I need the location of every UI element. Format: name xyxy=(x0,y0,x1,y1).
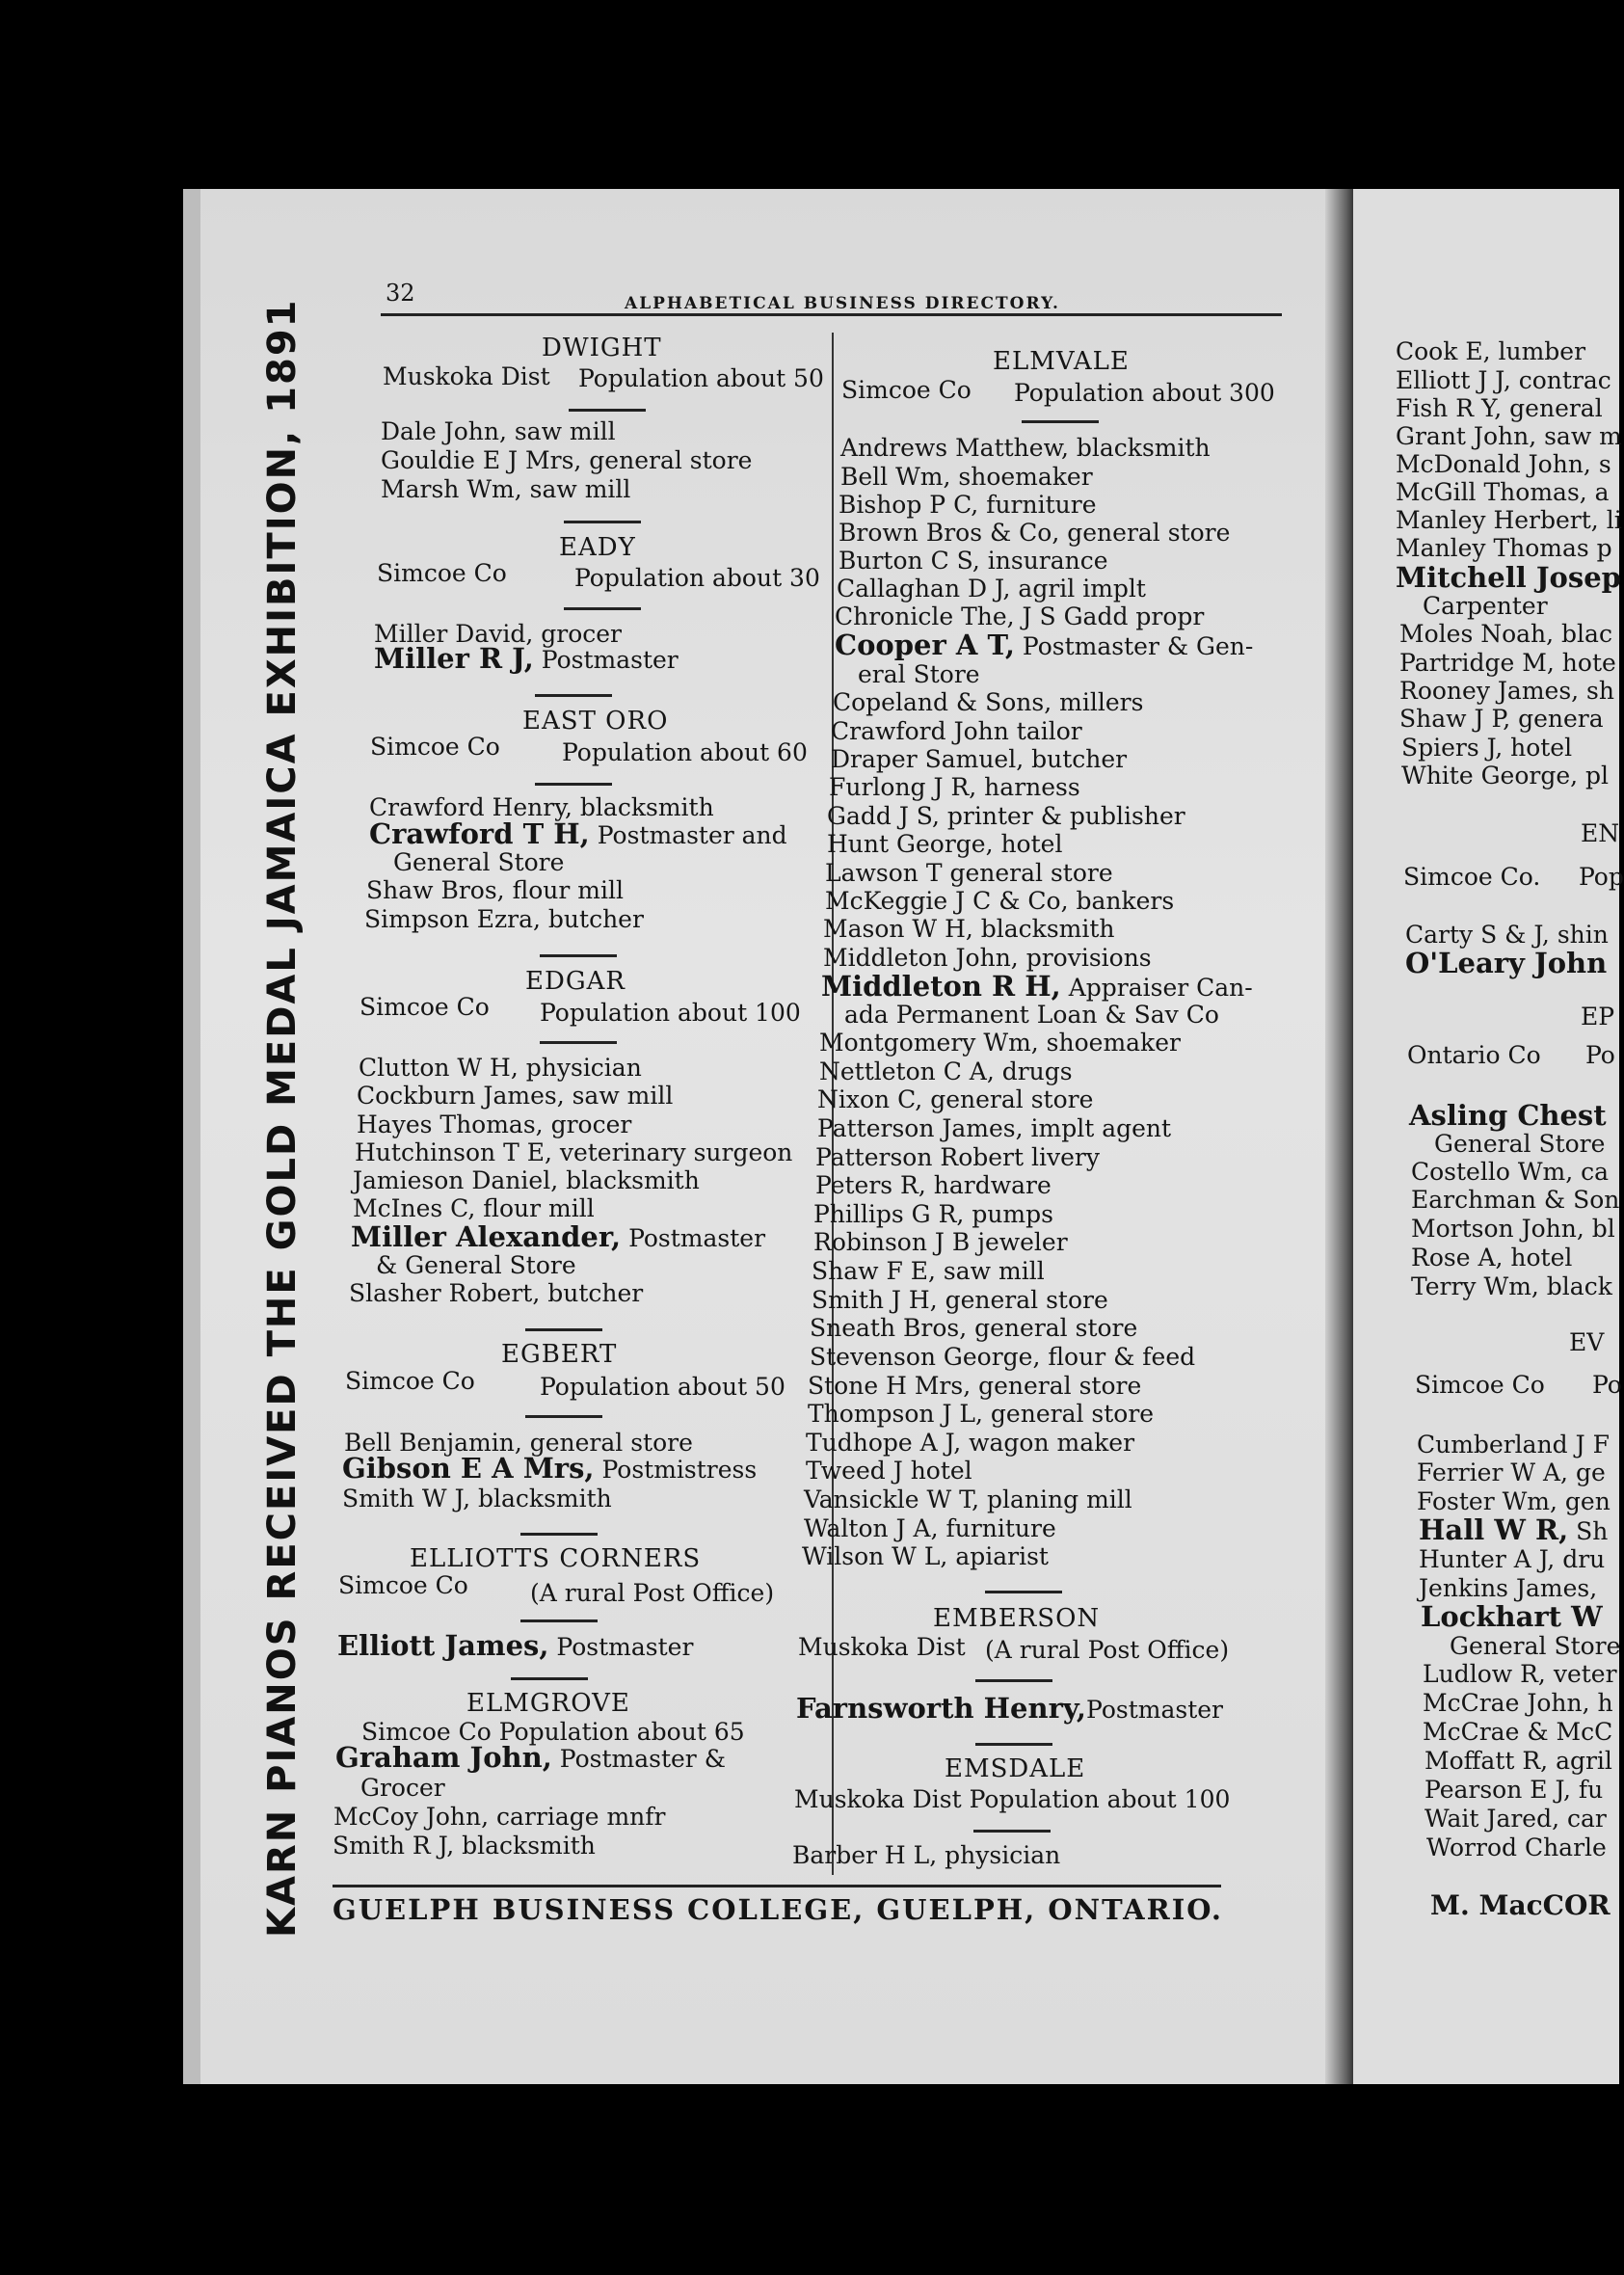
role: Postmaster xyxy=(556,1633,694,1661)
separator xyxy=(540,954,617,957)
list-item-continued: Grocer xyxy=(360,1774,445,1802)
population: Po xyxy=(1585,1041,1615,1069)
list-item: Partridge M, hote xyxy=(1399,649,1616,677)
list-item: Andrews Matthew, blacksmith xyxy=(840,434,1211,462)
list-item: Hayes Thomas, grocer xyxy=(357,1111,632,1138)
population: Population about 65 xyxy=(498,1718,745,1746)
separator xyxy=(525,1328,602,1331)
footer-rule xyxy=(333,1885,1221,1887)
footer-advertisement: M. MacCOR xyxy=(1430,1889,1611,1921)
list-item: Gadd J S, printer & publisher xyxy=(827,802,1185,830)
role: Postmaster & Gen- xyxy=(1022,632,1254,660)
separator xyxy=(511,1677,588,1680)
role: Postmaster & xyxy=(559,1745,726,1773)
list-item: Copeland & Sons, millers xyxy=(833,688,1144,716)
list-item: Marsh Wm, saw mill xyxy=(381,475,631,503)
separator xyxy=(525,1415,602,1418)
list-item: McCoy John, carriage mnfr xyxy=(333,1803,666,1831)
list-item: Moffatt R, agril xyxy=(1424,1747,1612,1775)
list-item: Gouldie E J Mrs, general store xyxy=(381,446,753,474)
town-name: ELMGROVE xyxy=(466,1689,630,1718)
list-item: Clutton W H, physician xyxy=(359,1054,642,1082)
town-name: EP xyxy=(1581,1003,1615,1030)
town-name: ELMVALE xyxy=(993,347,1130,376)
town-name: EGBERT xyxy=(501,1340,618,1369)
list-item: Smith R J, blacksmith xyxy=(333,1832,596,1860)
list-item-continued: General Store xyxy=(1450,1632,1621,1660)
bold-name: Hall W R, xyxy=(1419,1513,1569,1546)
list-item xyxy=(1405,947,1607,979)
list-item: Cockburn James, saw mill xyxy=(357,1082,674,1110)
town-name: EMBERSON xyxy=(933,1604,1101,1633)
role: Postmistress xyxy=(601,1456,758,1484)
list-item: Phillips G R, pumps xyxy=(813,1200,1053,1228)
list-item: Moles Noah, blac xyxy=(1399,620,1612,648)
list-item: Jenkins James, xyxy=(1419,1574,1598,1602)
bold-name: Miller Alexander, xyxy=(351,1220,622,1253)
town-name: EDGAR xyxy=(525,967,626,996)
list-item xyxy=(1396,561,1621,594)
list-item: Mason W H, blacksmith xyxy=(823,915,1115,943)
list-item: Callaghan D J, agril implt xyxy=(837,575,1146,602)
list-item: Nettleton C A, drugs xyxy=(819,1057,1073,1085)
list-item: Cook E, lumber xyxy=(1396,337,1586,365)
list-item xyxy=(342,1454,757,1485)
role: Postmaster xyxy=(1086,1696,1223,1724)
header-rule xyxy=(381,313,1282,316)
population: Population about 50 xyxy=(540,1373,785,1401)
list-item: Patterson James, implt agent xyxy=(817,1114,1172,1142)
list-item: Smith W J, blacksmith xyxy=(342,1485,612,1512)
list-item xyxy=(835,630,1253,661)
population: Population about 100 xyxy=(969,1785,1231,1813)
list-item: Stone H Mrs, general store xyxy=(808,1372,1142,1400)
list-item: Dale John, saw mill xyxy=(381,417,616,445)
list-item: Shaw Bros, flour mill xyxy=(366,876,624,904)
list-item: Carty S & J, shin xyxy=(1405,921,1609,949)
separator xyxy=(985,1591,1062,1593)
list-item: Costello Wm, ca xyxy=(1411,1158,1610,1186)
separator xyxy=(1022,420,1099,423)
list-item: Shaw F E, saw mill xyxy=(812,1257,1045,1285)
list-item: Wilson W L, apiarist xyxy=(802,1542,1049,1570)
list-item: Thompson J L, general store xyxy=(808,1400,1155,1428)
county: Muskoka Dist xyxy=(798,1633,966,1661)
list-item: Earchman & Son xyxy=(1411,1186,1620,1214)
list-item xyxy=(335,1743,726,1774)
list-item: McCrae John, h xyxy=(1423,1689,1613,1717)
bold-name: O'Leary John xyxy=(1405,947,1608,979)
list-item: Vansickle W T, planing mill xyxy=(804,1485,1132,1513)
town-name: EV xyxy=(1569,1328,1605,1356)
list-item: Bell Wm, shoemaker xyxy=(840,463,1093,491)
population: Population about 30 xyxy=(574,564,820,592)
population: Population about 300 xyxy=(1014,379,1275,407)
list-item: Pearson E J, fu xyxy=(1424,1776,1604,1804)
list-item-continued: General Store xyxy=(1434,1130,1606,1158)
list-item xyxy=(821,972,1253,1003)
list-item: Middleton John, provisions xyxy=(823,944,1152,972)
list-item: Ferrier W A, ge xyxy=(1417,1459,1606,1486)
list-item: Brown Bros & Co, general store xyxy=(839,519,1231,547)
county: Muskoka Dist xyxy=(794,1785,962,1813)
separator xyxy=(975,1743,1052,1746)
list-item xyxy=(1421,1600,1603,1633)
list-item: Ludlow R, veter xyxy=(1423,1660,1617,1688)
population: Po xyxy=(1592,1371,1622,1399)
town-name: EAST ORO xyxy=(522,707,669,736)
list-item: Draper Samuel, butcher xyxy=(831,745,1128,773)
list-item: McDonald John, s xyxy=(1396,450,1611,478)
list-item: Lawson T general store xyxy=(825,859,1113,887)
list-item: Chronicle The, J S Gadd propr xyxy=(835,602,1205,630)
separator xyxy=(540,1041,617,1044)
list-item: Jamieson Daniel, blacksmith xyxy=(353,1166,700,1194)
town-name: DWIGHT xyxy=(542,334,662,362)
separator xyxy=(520,1619,598,1622)
list-item: Shaw J P, genera xyxy=(1399,705,1604,733)
county: Simcoe Co xyxy=(345,1367,475,1395)
county: Muskoka Dist xyxy=(383,362,550,390)
list-item: Montgomery Wm, shoemaker xyxy=(819,1029,1181,1057)
bold-name: Middleton R H, xyxy=(821,970,1061,1003)
list-item: Crawford John tailor xyxy=(831,717,1082,745)
bold-name: Crawford T H, xyxy=(369,817,590,850)
list-item: Hunt George, hotel xyxy=(827,830,1063,858)
list-item: McCrae & McC xyxy=(1423,1718,1613,1746)
bold-name: Graham John, xyxy=(335,1741,552,1774)
county: Simcoe Co xyxy=(361,1718,492,1746)
role: Postmaster and xyxy=(597,821,787,849)
list-item: Terry Wm, black xyxy=(1411,1272,1612,1300)
county: Simcoe Co xyxy=(338,1571,468,1599)
separator xyxy=(520,1533,598,1536)
list-item: Fish R Y, general xyxy=(1396,394,1603,422)
list-item: Manley Thomas p xyxy=(1396,534,1612,562)
list-item-continued: & General Store xyxy=(376,1251,576,1279)
town-name: ELLIOTTS CORNERS xyxy=(410,1544,702,1573)
separator xyxy=(975,1679,1052,1682)
list-item: Tudhope A J, wagon maker xyxy=(806,1429,1135,1457)
side-advertisement: KARN PIANOS RECEIVED THE GOLD MEDAL JAMAICA EXHIBITION, 1891 xyxy=(260,298,305,1938)
list-item: Mortson John, bl xyxy=(1411,1215,1615,1243)
list-item-continued: ada Permanent Loan & Sav Co xyxy=(844,1001,1219,1029)
list-item: Rose A, hotel xyxy=(1411,1244,1573,1271)
list-item: Hunter A J, dru xyxy=(1419,1545,1606,1573)
list-item-continued: eral Store xyxy=(858,660,980,688)
role: Postmaster xyxy=(541,646,679,674)
population: Pop xyxy=(1579,863,1624,891)
county: Simcoe Co xyxy=(359,993,490,1021)
separator xyxy=(564,521,641,523)
list-item: Manley Herbert, li xyxy=(1396,506,1622,534)
bold-name: Mitchell Josep xyxy=(1396,561,1621,594)
list-item: Patterson Robert livery xyxy=(815,1143,1100,1171)
list-item-continued: Carpenter xyxy=(1423,592,1548,620)
county: Simcoe Co xyxy=(370,733,500,761)
list-item: Barber H L, physician xyxy=(792,1841,1061,1869)
list-item: McGill Thomas, a xyxy=(1396,478,1610,506)
list-item: Furlong J R, harness xyxy=(829,773,1080,801)
list-item xyxy=(1409,1099,1607,1132)
running-title: ALPHABETICAL BUSINESS DIRECTORY. xyxy=(625,294,1060,313)
list-item: Wait Jared, car xyxy=(1424,1805,1607,1833)
list-item: Crawford Henry, blacksmith xyxy=(369,793,714,821)
separator xyxy=(569,409,646,412)
list-item xyxy=(374,644,679,675)
separator xyxy=(535,694,612,697)
page-number: 32 xyxy=(386,280,415,307)
list-item: Rooney James, sh xyxy=(1399,677,1614,705)
list-item: Nixon C, general store xyxy=(817,1085,1094,1113)
list-item: Tweed J hotel xyxy=(806,1457,972,1485)
bold-name: Farnsworth Henry, xyxy=(796,1692,1087,1725)
list-item: Cumberland J F xyxy=(1417,1431,1610,1459)
separator xyxy=(973,1830,1051,1833)
county: Simcoe Co xyxy=(841,376,972,404)
population: Population about 100 xyxy=(540,999,801,1027)
footer-advertisement: GUELPH BUSINESS COLLEGE, GUELPH, ONTARIO. xyxy=(333,1893,1223,1926)
list-item xyxy=(337,1631,693,1662)
population: Population about 50 xyxy=(578,364,824,392)
bold-name: Elliott James, xyxy=(337,1629,549,1662)
list-item: Smith J H, general store xyxy=(812,1286,1108,1314)
list-item xyxy=(369,819,787,850)
bold-name: Lockhart W xyxy=(1421,1600,1603,1633)
county: Simcoe Co. xyxy=(1403,863,1541,891)
list-item: Grant John, saw m xyxy=(1396,422,1622,450)
population: (A rural Post Office) xyxy=(985,1636,1230,1664)
list-item: Bell Benjamin, general store xyxy=(344,1429,693,1457)
bold-name: Gibson E A Mrs, xyxy=(342,1452,595,1485)
list-item: Burton C S, insurance xyxy=(839,547,1108,575)
county: Simcoe Co xyxy=(1415,1371,1545,1399)
list-item xyxy=(351,1222,765,1253)
bold-name: Asling Chest xyxy=(1409,1099,1607,1132)
list-item: Slasher Robert, butcher xyxy=(349,1279,644,1307)
list-item: Robinson J B jeweler xyxy=(813,1228,1068,1256)
list-item: Walton J A, furniture xyxy=(804,1514,1056,1542)
town-name: EADY xyxy=(559,533,636,562)
list-item xyxy=(796,1694,1223,1725)
population-line xyxy=(794,1785,1230,1813)
role: Postmaster xyxy=(628,1224,766,1252)
county: Simcoe Co xyxy=(377,559,507,587)
list-item: Worrod Charle xyxy=(1426,1833,1607,1861)
role: Sh xyxy=(1576,1517,1609,1545)
population: (A rural Post Office) xyxy=(530,1579,775,1607)
list-item: Spiers J, hotel xyxy=(1401,734,1573,762)
separator xyxy=(535,783,612,786)
list-item: Elliott J J, contrac xyxy=(1396,366,1611,394)
role: Appraiser Can- xyxy=(1068,974,1253,1002)
list-item: Sneath Bros, general store xyxy=(810,1314,1138,1342)
list-item xyxy=(1419,1513,1608,1546)
list-item: Stevenson George, flour & feed xyxy=(810,1343,1196,1371)
bold-name: Miller R J, xyxy=(374,642,534,675)
list-item: White George, pl xyxy=(1401,762,1610,790)
population: Population about 60 xyxy=(562,738,808,766)
list-item: Bishop P C, furniture xyxy=(839,491,1097,519)
list-item: McInes C, flour mill xyxy=(353,1194,595,1222)
list-item: Miller David, grocer xyxy=(374,620,622,648)
list-item: Peters R, hardware xyxy=(815,1171,1052,1199)
list-item: Hutchinson T E, veterinary surgeon xyxy=(355,1138,793,1166)
list-item-continued: General Store xyxy=(393,848,565,876)
list-item: McKeggie J C & Co, bankers xyxy=(825,887,1175,915)
town-name: EMSDALE xyxy=(945,1754,1086,1783)
county: Ontario Co xyxy=(1407,1041,1541,1069)
town-name: EN xyxy=(1581,819,1620,847)
separator xyxy=(564,607,641,610)
list-item: Simpson Ezra, butcher xyxy=(364,905,644,933)
list-item: Foster Wm, gen xyxy=(1417,1487,1611,1515)
bold-name: Cooper A T, xyxy=(835,629,1015,661)
